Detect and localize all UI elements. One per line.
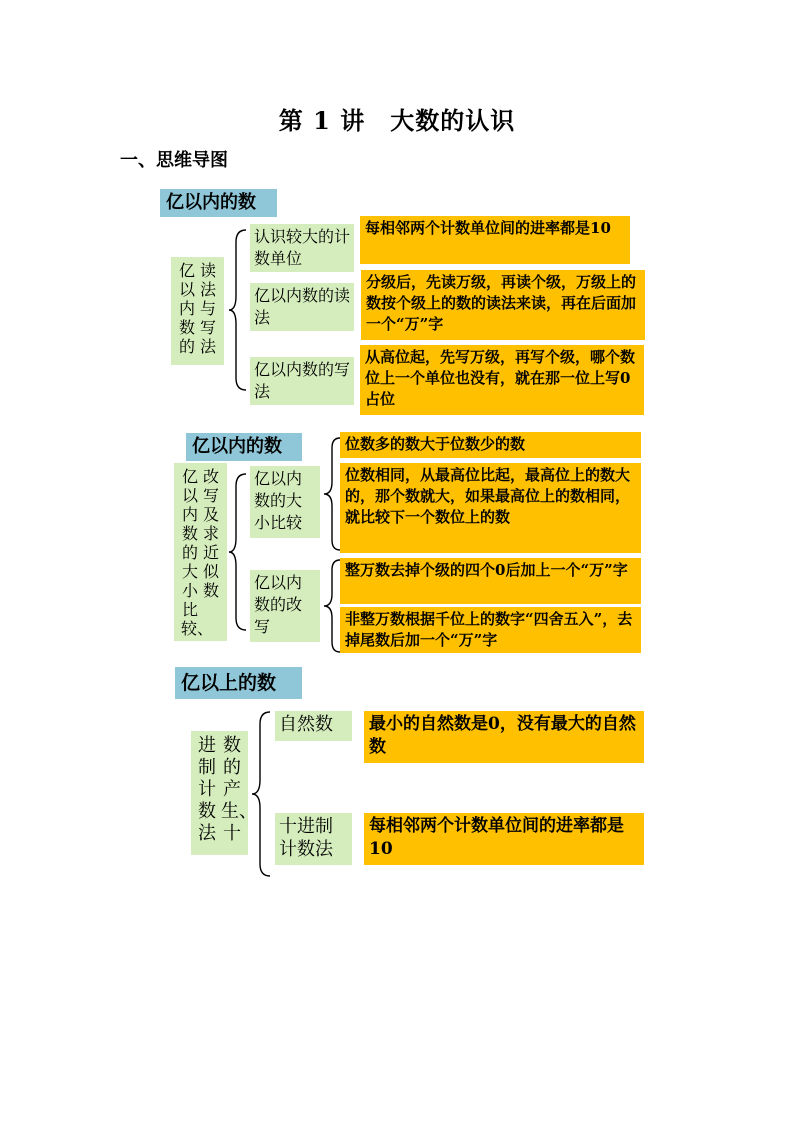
section-heading: 一、思维导图 bbox=[120, 150, 228, 171]
block3-branch-node: 十进制计数法 bbox=[275, 813, 352, 865]
block3-note: 每相邻两个计数单位间的进率都是10 bbox=[364, 813, 644, 865]
block1-note: 分级后，先读万级，再读个级，万级上的数按个级上的数的读法来读，再在后面加一个“万”字 bbox=[361, 270, 645, 340]
block3-root-node bbox=[191, 731, 257, 855]
block3-branch-node: 自然数 bbox=[275, 711, 352, 741]
root-text-col: 改写及求近似数 bbox=[202, 467, 219, 600]
page-title: 第 1 讲 大数的认识 bbox=[278, 106, 516, 135]
root-text-col: 亿以内数的 bbox=[178, 261, 195, 356]
brace-icon bbox=[250, 710, 274, 880]
block1-branch-node: 亿以内数的读法 bbox=[250, 283, 354, 331]
block2-note: 位数相同，从最高位比起，最高位上的数大的，那个数就大，如果最高位上的数相同，就比较下一个数位上的数 bbox=[340, 463, 641, 553]
brace-icon bbox=[228, 472, 250, 632]
block1-note: 从高位起，先写万级，再写个级，哪个数位上一个单位也没有，就在那一位上写0占位 bbox=[360, 345, 644, 415]
block2-header: 亿以内的数 bbox=[186, 433, 302, 461]
block2-note: 非整万数根据千位上的数字“四舍五入”，去掉尾数后加一个“万”字 bbox=[340, 607, 641, 653]
brace-icon bbox=[322, 436, 342, 552]
brace-icon bbox=[228, 228, 250, 392]
block2-note: 位数多的数大于位数少的数 bbox=[340, 432, 641, 458]
root-text-col: 进制计数法 bbox=[198, 735, 216, 844]
root-text-col: 读法与写法 bbox=[199, 261, 216, 356]
block1-root-node bbox=[171, 257, 224, 365]
block1-header: 亿以内的数 bbox=[160, 189, 277, 217]
block1-branch-node: 认识较大的计数单位 bbox=[250, 224, 354, 272]
root-text-col: 数的产生、十 bbox=[221, 735, 257, 844]
block2-branch-node: 亿以内数的大小比较 bbox=[250, 466, 320, 538]
block1-note: 每相邻两个计数单位间的进率都是10 bbox=[360, 216, 630, 264]
block3-header: 亿以上的数 bbox=[175, 667, 302, 699]
block2-root-node bbox=[174, 463, 227, 641]
block2-note: 整万数去掉个级的四个0后加上一个“万”字 bbox=[340, 558, 641, 604]
block1-branch-node: 亿以内数的写法 bbox=[250, 357, 354, 405]
brace-icon bbox=[322, 558, 342, 654]
block2-branch-node: 亿以内数的改写 bbox=[250, 570, 320, 642]
root-text-col: 亿以内数的大小比较、 bbox=[181, 467, 214, 638]
block3-note: 最小的自然数是0，没有最大的自然数 bbox=[364, 711, 644, 763]
